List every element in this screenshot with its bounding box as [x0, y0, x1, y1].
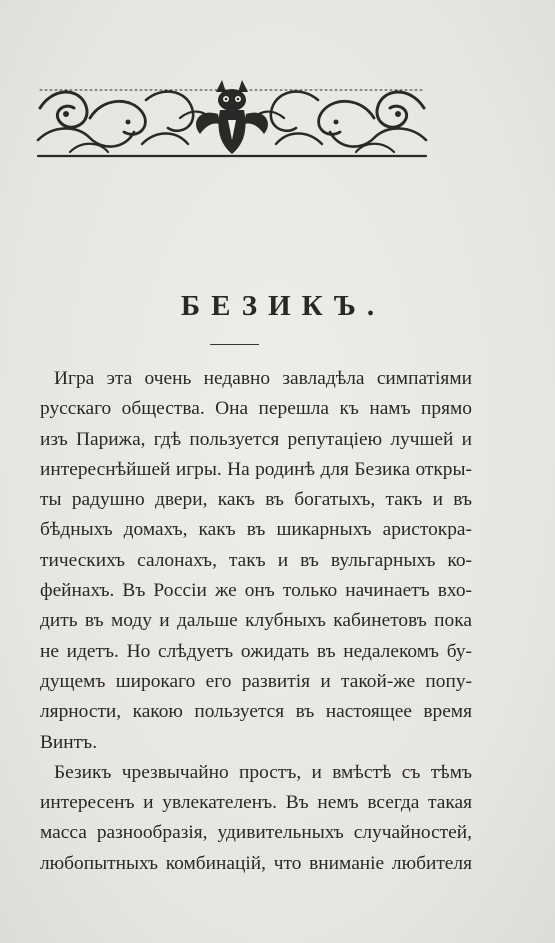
- chapter-title: БЕЗИКЪ.: [180, 290, 386, 322]
- text-line: дить въ моду и дальше клубныхъ кабинетовъ пока: [40, 610, 472, 632]
- text-line: фейнахъ. Въ Россіи же онъ только начинаетъ вхо-: [40, 580, 472, 602]
- text-line: не идетъ. Но слѣдуетъ ожидать въ недалекомъ бу-: [40, 640, 472, 662]
- text-line: бѣдныхъ домахъ, какъ въ шикарныхъ аристокра-: [40, 519, 472, 541]
- text-line: лярности, какою пользуется въ настоящее время: [40, 701, 472, 723]
- text-line: масса разнообразія, удивительныхъ случайностей,: [40, 822, 472, 844]
- text-line: русскаго общества. Она перешла къ намъ прямо: [40, 398, 472, 420]
- text-line: интереснѣйшей игры. На родинѣ для Безика откры-: [40, 458, 472, 480]
- body-text: [40, 364, 472, 879]
- text-line: Винтъ.: [40, 731, 98, 753]
- text-line: любопытныхъ комбинацій, что вниманіе любителя: [40, 852, 472, 874]
- text-line: Безикъ чрезвычайно простъ, и вмѣстѣ съ тѣмъ: [54, 761, 472, 783]
- paragraph: [40, 758, 472, 879]
- ornamental-headpiece: [30, 78, 434, 166]
- paragraph: [40, 364, 472, 758]
- text-line: ты радушно двери, какъ въ богатыхъ, такъ и въ: [40, 489, 472, 511]
- text-line: тическихъ салонахъ, такъ и въ вульгарныхъ ко-: [40, 549, 472, 571]
- text-line: интересенъ и увлекателенъ. Въ немъ всегда такая: [40, 792, 472, 814]
- text-line: Игра эта очень недавно завладѣла симпатіями: [54, 368, 472, 389]
- text-line: изъ Парижа, гдѣ пользуется репутаціею лучшей и: [40, 428, 472, 450]
- title-rule: [210, 344, 259, 345]
- text-line: дущемъ широкаго его развитія и такой-же попу-: [40, 670, 472, 692]
